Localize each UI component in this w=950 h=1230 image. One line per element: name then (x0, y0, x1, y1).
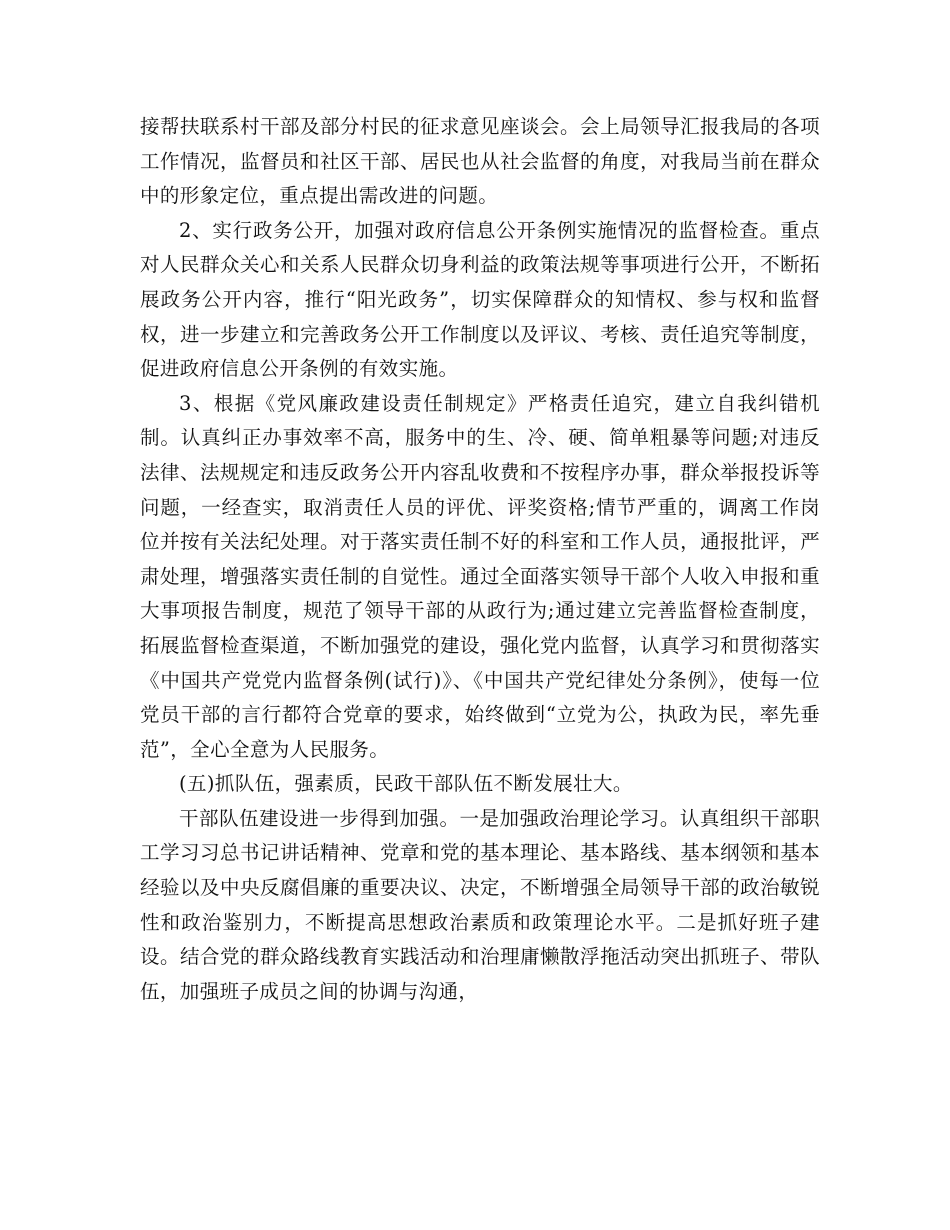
paragraph-3: 3、根据《党风廉政建设责任制规定》严格责任追究，建立自我纠错机制。认真纠正办事效率不高，服务中的生、冷、硬、简单粗暴等问题;对违反法律、法规规定和违反政务公开内容乱收费和不按程序办事，群众举报投诉等问题，一经查实，取消责任人员的评优、评奖资格;情节严重的，调离工作岗位并按有关法纪处理。对于落实责任制不好的科室和工作人员，通报批评，严肃处理，增强落实责任制的自觉性。通过全面落实领导干部个人收入申报和重大事项报告制度，规范了领导干部的从政行为;通过建立完善监督检查制度，拓展监督检查渠道，不断加强党的建设，强化党内监督，认真学习和贯彻落实《中国共产党党内监督条例(试行)》、《中国共产党纪律处分条例》，使每一位党员干部的言行都符合党章的要求，始终做到“立党为公，执政为民，率先垂范”，全心全意为人民服务。 (140, 391, 820, 761)
paragraph-4: 干部队伍建设进一步得到加强。一是加强政治理论学习。认真组织干部职工学习习总书记讲话精神、党章和党的基本理论、基本路线、基本纲领和基本经验以及中央反腐倡廉的重要决议、决定，不断增强全局领导干部的政治敏锐性和政治鉴别力，不断提高思想政治素质和政策理论水平。二是抓好班子建设。结合党的群众路线教育实践活动和治理庸懒散浮拖活动突出抓班子、带队伍，加强班子成员之间的协调与沟通， (140, 806, 820, 1003)
paragraph-2: 2、实行政务公开，加强对政府信息公开条例实施情况的监督检查。重点对人民群众关心和关系人民群众切身利益的政策法规等事项进行公开，不断拓展政务公开内容，推行“阳光政务”，切实保障群众的知情权、参与权和监督权，进一步建立和完善政务公开工作制度以及评议、考核、责任追究等制度，促进政府信息公开条例的有效实施。 (140, 218, 820, 381)
paragraph-1: 接帮扶联系村干部及部分村民的征求意见座谈会。会上局领导汇报我局的各项工作情况，监督员和社区干部、居民也从社会监督的角度，对我局当前在群众中的形象定位，重点提出需改进的问题。 (140, 115, 820, 208)
document-body (140, 110, 820, 1009)
section-heading-5: (五)抓队伍，强素质，民政干部队伍不断发展壮大。 (179, 772, 633, 796)
